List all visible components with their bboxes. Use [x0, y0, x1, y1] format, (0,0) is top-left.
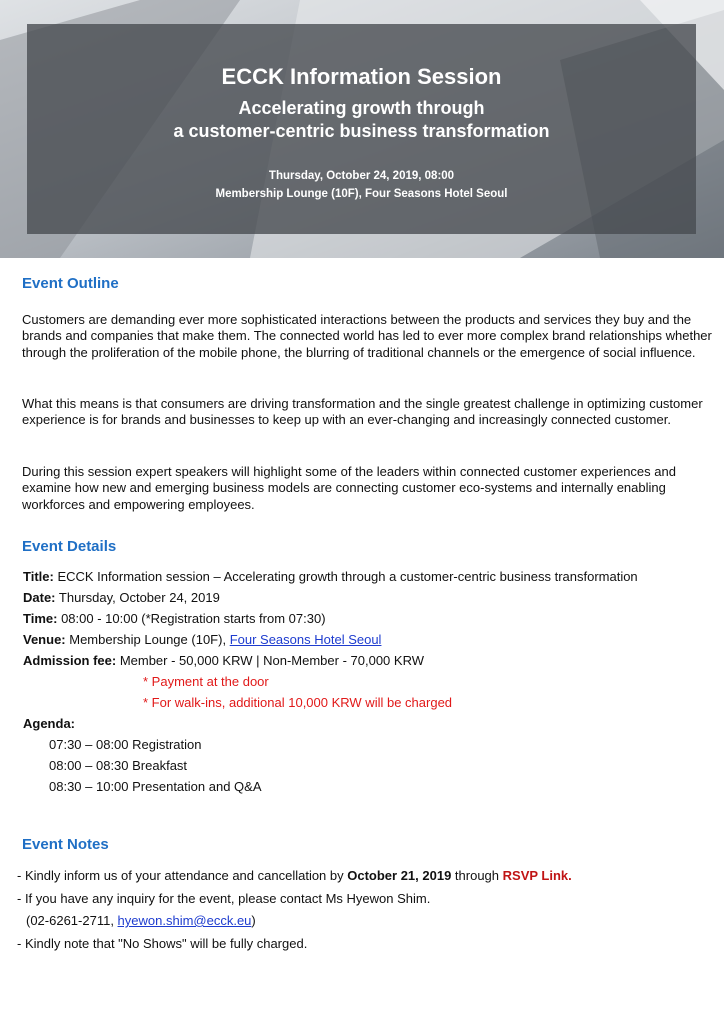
detail-title-value: ECCK Information session – Accelerating growth through a customer-centric business transformation: [57, 569, 638, 584]
banner-overlay: [27, 24, 696, 234]
outline-paragraph-1: Customers are demanding ever more sophisticated interactions between the products and services they buy and the brands and companies that make them. The connected world has led to ever more complex brand relationships whether through the proliferation of the mobile phone, the blurring of traditional channels or the emergence of social influence.: [22, 312, 712, 360]
event-outline-heading: Event Outline: [22, 275, 119, 292]
detail-title-label: Title:: [23, 569, 54, 584]
event-details: [23, 569, 703, 800]
note-rsvp-mid: through: [451, 868, 503, 883]
detail-fee-label: Admission fee:: [23, 653, 117, 668]
header-banner: [0, 0, 724, 258]
contact-email-link[interactable]: hyewon.shim@ecck.eu: [117, 913, 252, 928]
event-notes-heading: Event Notes: [22, 836, 109, 853]
rsvp-deadline: October 21, 2019: [347, 868, 452, 883]
note-no-shows: - Kindly note that "No Shows" will be fully charged.: [17, 935, 308, 951]
fee-note-walkin: * For walk-ins, additional 10,000 KRW will be charged: [143, 695, 453, 710]
detail-date-label: Date:: [23, 590, 56, 605]
banner-subtitle: [27, 97, 696, 143]
detail-venue-row: [23, 632, 703, 649]
banner-datetime: Thursday, October 24, 2019, 08:00: [268, 170, 455, 182]
fee-note-payment: * Payment at the door: [143, 674, 269, 689]
contact-close: ): [251, 913, 256, 928]
detail-date-row: [23, 590, 703, 607]
detail-fee-value: Member - 50,000 KRW | Non-Member - 70,000 KRW: [119, 653, 424, 668]
detail-date-value: Thursday, October 24, 2019: [58, 590, 220, 605]
detail-time-label: Time:: [23, 611, 58, 626]
rsvp-link[interactable]: RSVP Link.: [502, 868, 572, 883]
venue-hotel-link[interactable]: Four Seasons Hotel Seoul: [229, 632, 382, 647]
event-details-heading: Event Details: [22, 538, 117, 555]
event-notes: [17, 868, 707, 958]
banner-subtitle-line2: a customer-centric business transformation: [173, 121, 550, 141]
banner-venue: Membership Lounge (10F), Four Seasons Hotel Seoul: [215, 188, 508, 200]
detail-title-row: [23, 569, 703, 586]
detail-time-value: 08:00 - 10:00 (*Registration starts from 07:30): [61, 611, 326, 626]
agenda-item: 08:30 – 10:00 Presentation and Q&A: [49, 779, 262, 794]
detail-venue-label: Venue:: [23, 632, 66, 647]
note-inquiry: - If you have any inquiry for the event, please contact Ms Hyewon Shim.: [17, 890, 431, 906]
note-rsvp-text: - Kindly inform us of your attendance and cancellation by: [17, 868, 348, 883]
detail-fee-row: [23, 653, 703, 670]
agenda-label: Agenda:: [23, 716, 75, 731]
contact-phone: (02-6261-2711,: [26, 913, 118, 928]
detail-venue-value: Membership Lounge (10F),: [69, 632, 227, 647]
agenda-item: 07:30 – 08:00 Registration: [49, 737, 202, 752]
note-contact: [17, 913, 707, 930]
banner-subtitle-line1: Accelerating growth through: [238, 98, 485, 118]
outline-paragraph-2: What this means is that consumers are driving transformation and the single greatest challenge in optimizing customer experience is for brands and businesses to keep up with an ever-changing and increasingly connected customer.: [22, 396, 703, 428]
outline-paragraph-3: During this session expert speakers will highlight some of the leaders within connected customer experiences and examine how new and emerging business models are connecting customer eco-systems and internally enabling workforces and empowering employees.: [22, 464, 676, 512]
banner-title: ECCK Information Session: [221, 64, 502, 89]
detail-time-row: [23, 611, 703, 628]
note-rsvp: [17, 868, 707, 885]
agenda-item: 08:00 – 08:30 Breakfast: [49, 758, 188, 773]
